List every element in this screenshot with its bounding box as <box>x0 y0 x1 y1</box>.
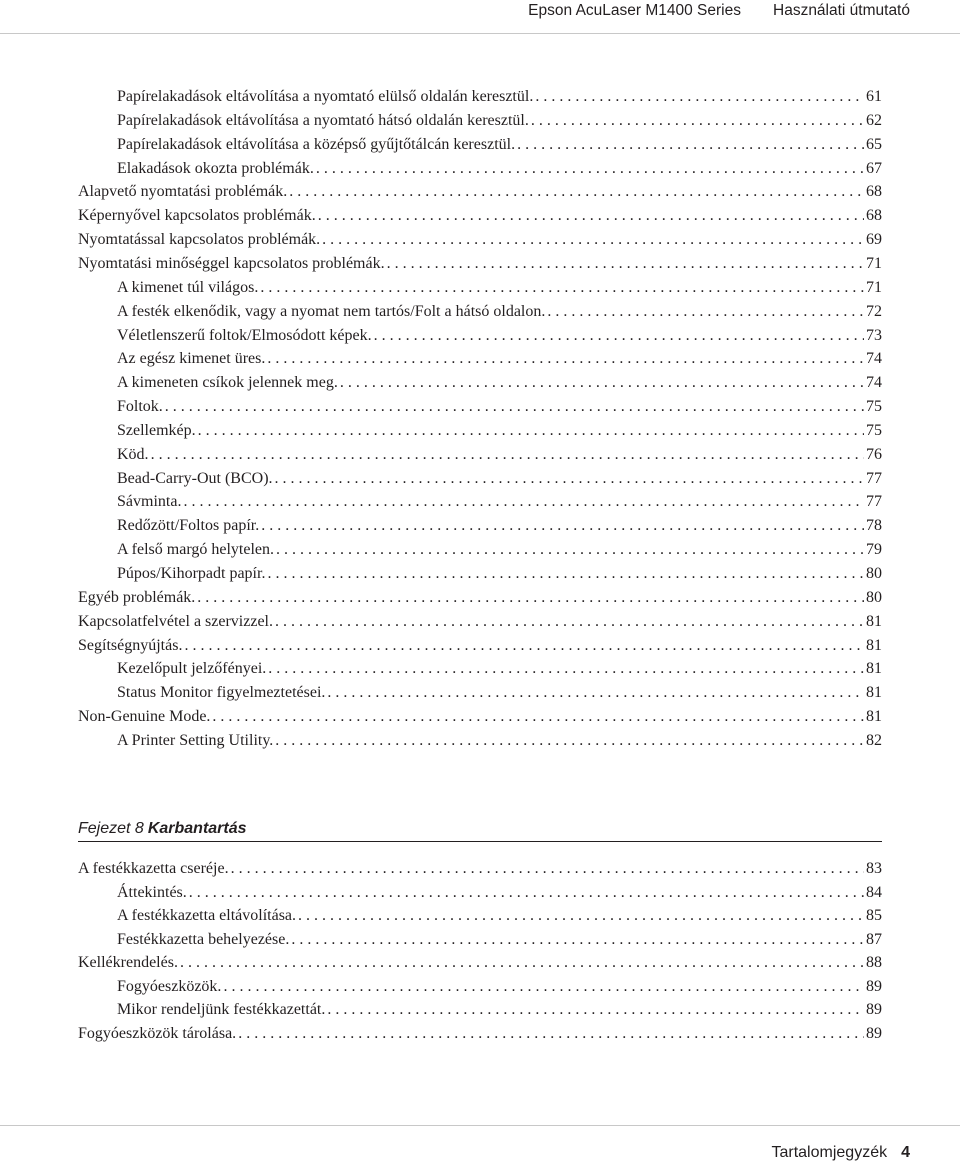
toc-entry[interactable] <box>117 348 882 370</box>
toc-entry-page: 77 <box>866 493 882 511</box>
toc-entry-page: 62 <box>866 111 882 129</box>
toc-entry[interactable] <box>78 205 882 227</box>
toc-entry-title: Bead-Carry-Out (BCO). <box>117 469 273 487</box>
toc-entry-title: A felső margó helytelen. <box>117 541 274 559</box>
toc-entry-title: Púpos/Kihorpadt papír. <box>117 565 266 582</box>
toc-entry[interactable] <box>78 706 882 728</box>
toc-entry-page: 78 <box>866 517 882 535</box>
toc-entry-page: 87 <box>866 930 882 948</box>
toc-entry-page: 85 <box>866 907 882 924</box>
toc-entry[interactable] <box>117 86 882 108</box>
toc-entry-page: 71 <box>866 278 882 296</box>
toc-entry-page: 82 <box>866 731 882 749</box>
toc-entry[interactable] <box>117 929 882 951</box>
toc-entry-title: Köd. <box>117 445 149 463</box>
toc-dot-leader <box>545 301 864 323</box>
page-footer <box>771 1142 910 1164</box>
toc-entry-title: Non-Genuine Mode. <box>78 708 211 726</box>
toc-entry-page: 75 <box>866 421 882 439</box>
toc-entry[interactable] <box>78 229 882 251</box>
toc-entry-page: 79 <box>866 541 882 559</box>
toc-entry-page: 72 <box>866 302 882 320</box>
toc-dot-leader <box>289 929 864 951</box>
toc-entry-page: 76 <box>866 445 882 463</box>
toc-entry[interactable] <box>117 539 882 561</box>
toc-entry-page: 81 <box>866 684 882 702</box>
header-product-name: Epson AcuLaser M1400 Series <box>528 2 741 19</box>
toc-entry-page: 81 <box>866 612 882 630</box>
toc-entry-page: 84 <box>866 883 882 901</box>
toc-dot-leader <box>372 325 864 347</box>
toc-entry[interactable] <box>117 658 882 680</box>
toc-entry-title: Segítségnyújtás. <box>78 636 183 654</box>
footer-section-name: Tartalomjegyzék <box>771 1144 888 1161</box>
toc-entry[interactable] <box>78 952 882 974</box>
toc-entry-title: A festékkazetta eltávolítása. <box>117 907 297 924</box>
toc-entry[interactable] <box>117 444 882 466</box>
toc-dot-leader <box>178 952 864 974</box>
chapter-label: Fejezet 8 <box>78 820 144 837</box>
toc-entry[interactable] <box>117 682 882 704</box>
toc-entry-page: 74 <box>866 374 882 392</box>
toc-dot-leader <box>265 348 864 370</box>
toc-entry-title: Redőzött/Foltos papír. <box>117 517 260 535</box>
toc-dot-leader <box>274 539 864 561</box>
toc-entry-title: Egyéb problémák. <box>78 588 196 606</box>
toc-entry[interactable] <box>78 611 882 633</box>
toc-entry-title: Kapcsolatfelvétel a szervizzel. <box>78 612 273 630</box>
toc-entry[interactable] <box>117 301 882 323</box>
toc-entry-title: Foltok. <box>117 398 163 416</box>
toc-dot-leader <box>515 134 864 156</box>
toc-entry-title: Szellemkép. <box>117 421 196 439</box>
toc-entry-page: 74 <box>866 350 882 368</box>
toc-entry[interactable] <box>117 372 882 394</box>
toc-dot-leader <box>265 563 864 585</box>
header-divider <box>0 33 960 34</box>
toc-entry-page: 75 <box>866 398 882 416</box>
toc-entry-page: 80 <box>866 588 882 606</box>
toc-dot-leader <box>314 158 864 180</box>
toc-entry-page: 83 <box>866 860 882 877</box>
toc-entry[interactable] <box>78 1023 882 1045</box>
toc-entry-title: A festékkazetta cseréje. <box>78 860 229 877</box>
toc-entry-title: Kezelőpult jelzőfényei. <box>117 660 267 678</box>
chapter-title: Karbantartás <box>147 820 247 837</box>
toc-entry-page: 67 <box>866 159 882 177</box>
header-guide-title: Használati útmutató <box>773 2 910 19</box>
toc-entry[interactable] <box>117 134 882 156</box>
toc-entry[interactable] <box>117 277 882 299</box>
toc-entry-page: 89 <box>866 977 882 995</box>
page-header <box>0 0 960 24</box>
toc-entry[interactable] <box>117 563 882 585</box>
toc-dot-leader <box>338 372 864 394</box>
toc-dot-leader <box>187 882 864 904</box>
toc-entry-title: Nyomtatási minőséggel kapcsolatos problémák. <box>78 254 385 272</box>
toc-entry[interactable] <box>78 253 882 275</box>
toc-entry-page: 61 <box>866 88 882 105</box>
toc-entry-page: 73 <box>866 326 882 344</box>
toc-dot-leader <box>273 730 864 752</box>
toc-entry-title: Status Monitor figyelmeztetései. <box>117 684 326 702</box>
chapter-heading <box>78 816 882 842</box>
toc-entry-title: Kellékrendelés. <box>78 954 178 971</box>
toc-entry-page: 89 <box>866 1001 882 1018</box>
toc-dot-leader <box>196 420 864 442</box>
toc-entry-page: 68 <box>866 183 882 201</box>
toc-entry-title: Alapvető nyomtatási problémák. <box>78 183 288 201</box>
toc-entry-page: 81 <box>866 636 882 654</box>
toc-entry-title: Elakadások okozta problémák. <box>117 159 314 177</box>
toc-entry[interactable] <box>117 491 882 513</box>
toc-dot-leader <box>385 253 864 275</box>
toc-entry[interactable] <box>78 635 882 657</box>
toc-entry-page: 81 <box>866 660 882 678</box>
toc-entry-page: 71 <box>866 254 882 272</box>
toc-dot-leader <box>229 858 864 880</box>
toc-entry-title: Áttekintés. <box>117 883 187 901</box>
toc-entry-title: Fogyóeszközök tárolása. <box>78 1024 237 1042</box>
toc-entry-page: 89 <box>866 1024 882 1042</box>
toc-entry-title: Véletlenszerű foltok/Elmosódott képek. <box>117 326 372 344</box>
toc-entry[interactable] <box>117 882 882 904</box>
footer-page-number: 4 <box>901 1144 910 1161</box>
toc-entry-title: A kimenet túl világos. <box>117 278 259 296</box>
toc-entry[interactable] <box>117 515 882 537</box>
toc-dot-leader <box>325 682 864 704</box>
toc-dot-leader <box>266 658 864 680</box>
toc-entry-title: Papírelakadások eltávolítása a nyomtató hátsó oldalán keresztül. <box>117 111 529 129</box>
toc-dot-leader <box>325 999 864 1021</box>
toc-entry[interactable] <box>117 905 882 927</box>
toc-entry[interactable] <box>78 858 882 880</box>
toc-entry[interactable] <box>117 158 882 180</box>
toc-entry-page: 80 <box>866 565 882 582</box>
toc-entry[interactable] <box>117 110 882 132</box>
toc-dot-leader <box>163 396 864 418</box>
toc-entry[interactable] <box>117 999 882 1021</box>
toc-entry-title: Nyomtatással kapcsolatos problémák. <box>78 231 321 249</box>
toc-entry-title: Mikor rendeljünk festékkazettát. <box>117 1001 326 1018</box>
toc-entry[interactable] <box>117 420 882 442</box>
toc-dot-leader <box>296 905 864 927</box>
toc-dot-leader <box>320 229 864 251</box>
toc-dot-leader <box>259 515 864 537</box>
toc-entry-title: Képernyővel kapcsolatos problémák. <box>78 207 316 225</box>
toc-dot-leader <box>316 205 864 227</box>
toc-entry-title: Az egész kimenet üres. <box>117 350 266 368</box>
toc-entry-title: Festékkazetta behelyezése. <box>117 930 290 948</box>
toc-dot-leader <box>210 706 864 728</box>
toc-dot-leader <box>195 587 864 609</box>
footer-divider <box>0 1125 960 1126</box>
toc-entry-title: Papírelakadások eltávolítása a középső gyűjtőtálcán keresztül. <box>117 135 516 153</box>
toc-entry-page: 77 <box>866 469 882 487</box>
toc-entry-page: 81 <box>866 708 882 726</box>
toc-entry[interactable] <box>117 396 882 418</box>
toc-entry[interactable] <box>117 730 882 752</box>
toc-entry-title: A festék elkenődik, vagy a nyomat nem tartós/Folt a hátsó oldalon. <box>117 302 546 320</box>
toc-entry[interactable] <box>78 587 882 609</box>
toc-entry-page: 65 <box>866 135 882 153</box>
toc-entry-title: A kimeneten csíkok jelennek meg. <box>117 374 338 392</box>
toc-entry-title: Fogyóeszközök. <box>117 977 222 995</box>
toc-dot-leader <box>236 1023 864 1045</box>
toc-dot-leader <box>221 976 864 998</box>
toc-dot-leader <box>182 635 864 657</box>
toc-dot-leader <box>529 110 864 132</box>
toc-dot-leader <box>258 277 864 299</box>
chapter-divider <box>78 841 882 842</box>
toc-entry[interactable] <box>117 468 882 490</box>
toc-entry-title: Papírelakadások eltávolítása a nyomtató elülső oldalán keresztül. <box>117 88 534 105</box>
toc-dot-leader <box>273 611 864 633</box>
toc-entry-title: Sávminta. <box>117 493 182 511</box>
toc-entry-page: 69 <box>866 231 882 249</box>
toc-dot-leader <box>287 181 864 203</box>
toc-entry[interactable] <box>117 976 882 998</box>
toc-entry-page: 88 <box>866 954 882 971</box>
toc-dot-leader <box>273 468 864 490</box>
toc-dot-leader <box>181 491 864 513</box>
toc-entry[interactable] <box>78 181 882 203</box>
toc-entry-title: A Printer Setting Utility. <box>117 731 274 749</box>
toc-dot-leader <box>149 444 864 466</box>
toc-entry[interactable] <box>117 325 882 347</box>
toc-entry-page: 68 <box>866 207 882 225</box>
toc-dot-leader <box>533 86 864 108</box>
